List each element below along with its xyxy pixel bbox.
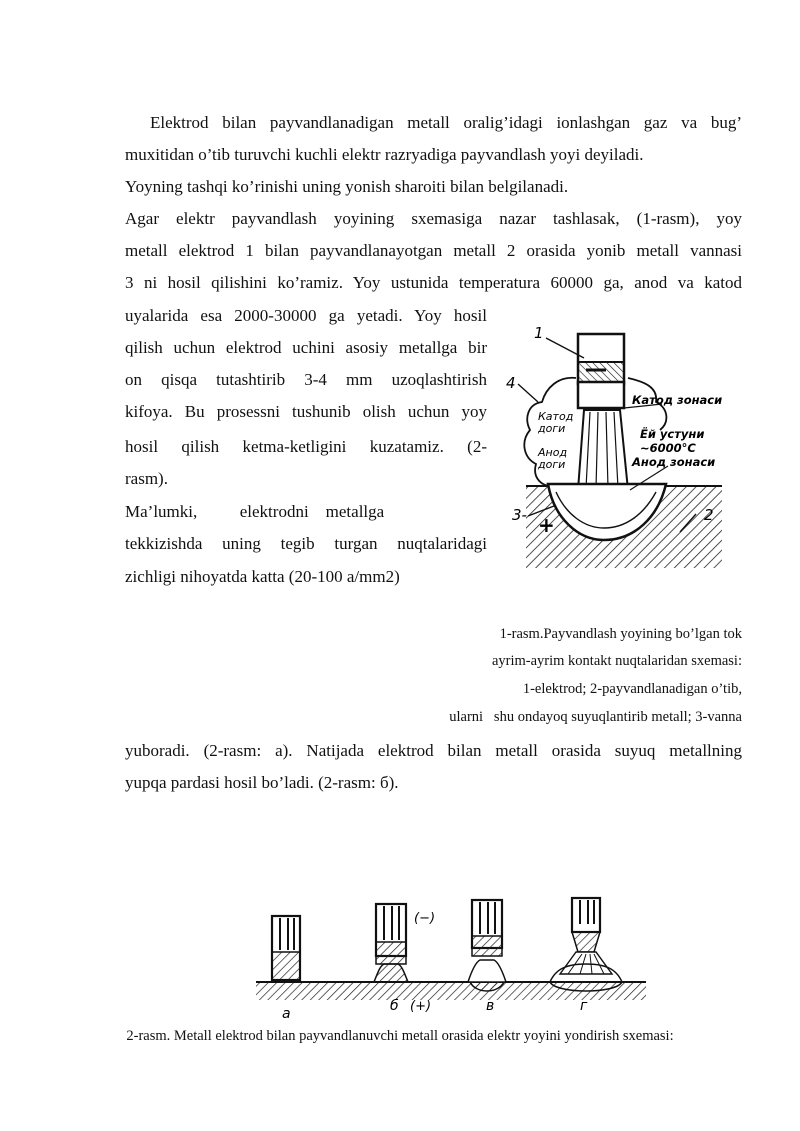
- fig1-label-anod-zonasi: Анод зонаси: [632, 455, 716, 469]
- text-line-2: muxitidan o’tib turuvchi kuchli elektr razryadiga payvandlash yoyi deyiladi.: [125, 145, 644, 164]
- figure-1-caption-line-2: ayrim-ayrim kontakt nuqtalaridan sxemasi:: [491, 653, 742, 669]
- fig2-label-plus: (+): [410, 999, 432, 1014]
- fig1-label-4: 4: [506, 374, 516, 392]
- fig1-label-anod-dogi-2: доги: [538, 458, 566, 471]
- figure-2-caption: 2-rasm. Metall elektrod bilan payvandlanuvchi metall orasida elektr yoyini yondirish sxemasi:: [126, 1028, 674, 1044]
- fig1-plus-sign: +: [538, 513, 555, 537]
- fig2-label-b: б: [390, 998, 399, 1014]
- fig1-label-katod-dogi-1: Катод: [538, 410, 574, 423]
- text-line-14: tekkizishda uning tegib turgan nuqtalaridagi: [125, 534, 487, 553]
- text-line-4: Agar elektr payvandlash yoyining sxemasiga nazar tashlasak, (1-rasm), yoy: [125, 209, 742, 228]
- fig2-label-minus: (−): [414, 911, 436, 926]
- text-line-7: uyalarida esa 2000-30000 ga yetadi. Yoy hosil: [125, 306, 487, 325]
- text-line-10: kifoya. Bu prosessni tushunib olish uchun yoy: [125, 402, 487, 421]
- fig1-label-katod-dogi-2: доги: [538, 422, 566, 435]
- text-line-9: on qisqa tutashtirib 3-4 mm uzoqlashtirish: [125, 370, 487, 389]
- fig2-stage-a: [272, 916, 300, 980]
- fig2-stage-v: [468, 900, 506, 991]
- figure-2-arc-ignition-stages: [250, 890, 650, 1022]
- text-line-12: rasm).: [125, 469, 168, 488]
- figure-1-caption-line-3: 1-elektrod; 2-payvandlanadigan o’tib,: [522, 681, 742, 697]
- fig2-label-v: в: [486, 998, 495, 1014]
- fig1-label-katod-zonasi: Катод зонаси: [632, 393, 723, 407]
- text-line-5: metall elektrod 1 bilan payvandlanayotgan metall 2 orasida yonib metall vannasi: [125, 241, 742, 260]
- fig2-label-g: г: [580, 998, 588, 1014]
- figure-1-caption-line-4: ularni shu ondayoq suyuqlantirib metall; 3-vanna: [449, 709, 742, 725]
- fig2-label-a: а: [282, 1006, 291, 1022]
- fig1-label-3: 3-: [512, 506, 527, 524]
- text-line-1: Elektrod bilan payvandlanadigan metall oralig’idagi ionlashgan gaz va bug’: [150, 113, 742, 132]
- text-line-8: qilish uchun elektrod uchini asosiy metallga bir: [125, 338, 487, 357]
- text-line-3: Yoyning tashqi ko’rinishi uning yonish sharoiti bilan belgilanadi.: [125, 177, 569, 196]
- text-line-11: hosil qilish ketma-ketligini kuzatamiz. (2-: [125, 437, 487, 456]
- fig1-label-2: 2: [704, 506, 714, 524]
- figure-1-caption-line-1: 1-rasm.Payvandlash yoyining bo’lgan tok: [499, 626, 742, 642]
- fig1-label-temperature: ~6000°C: [640, 441, 696, 455]
- text-line-17: yupqa pardasi hosil bo’ladi. (2-rasm: б).: [125, 773, 399, 792]
- text-line-13: Ma’lumki, elektrodni metallga: [125, 502, 385, 521]
- text-line-6: 3 ni hosil qilishini ko’ramiz. Yoy ustunida temperatura 60000 ga, anod va katod: [125, 273, 742, 292]
- figure-1-arc-diagram: [498, 318, 748, 570]
- fig1-label-anod-dogi-1: Анод: [538, 446, 568, 459]
- fig1-label-yoy-ustuni: Ёй устуни: [640, 427, 705, 441]
- text-line-16: yuboradi. (2-rasm: a). Natijada elektrod bilan metall orasida suyuq metallning: [125, 741, 742, 760]
- fig1-label-1: 1: [534, 324, 544, 342]
- fig2-stage-g: [550, 898, 622, 991]
- text-line-15: zichligi nihoyatda katta (20-100 a/mm2): [125, 567, 400, 586]
- fig2-stage-b: [374, 904, 408, 982]
